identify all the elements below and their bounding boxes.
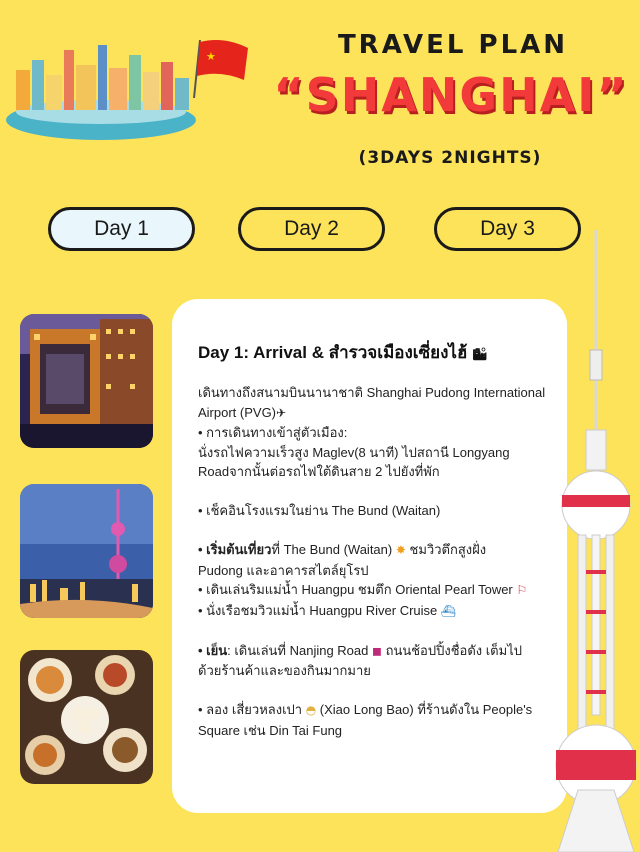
transfer-line-1: นั่งรถไฟความเร็วสูง Maglev(8 นาที) ไปสถานี Longyang bbox=[198, 444, 510, 460]
walk-text: • เดินเล่นริมแม่น้ำ Huangpu ชมตึก Oriental Pearl Tower bbox=[198, 582, 517, 597]
start-item bbox=[198, 540, 554, 561]
china-flag-icon bbox=[190, 40, 252, 98]
dumpling-icon: ◓ bbox=[305, 703, 317, 717]
walk-item bbox=[198, 580, 554, 601]
cityscape-icon: 🏙 bbox=[472, 347, 488, 361]
arrival-line-2 bbox=[198, 403, 554, 424]
evening-label: • เย็น bbox=[198, 642, 228, 658]
itinerary-card bbox=[172, 299, 567, 813]
itinerary-title bbox=[198, 339, 548, 366]
photo-pearl-tower-night bbox=[20, 484, 153, 618]
tower-icon: ⚐ bbox=[516, 583, 528, 597]
pearl-tower-illustration bbox=[548, 230, 640, 852]
cruise-item bbox=[198, 601, 554, 622]
arrival-line-1: เดินทางถึงสนามบินนานาชาติ Shanghai Pudong International bbox=[198, 385, 546, 400]
city-skyline-illustration bbox=[6, 40, 206, 145]
food-text-2: (Xiao Long Bao) ที่ร้านดังใน People's bbox=[316, 702, 533, 717]
travel-plan-label: TRAVEL PLAN bbox=[337, 30, 569, 60]
evening-text: : เดินเล่นที่ Nanjing Road bbox=[227, 642, 372, 658]
photo-shanghai-food bbox=[20, 650, 153, 784]
start-text-2: ชมวิวตึกสูงฝั่ง bbox=[405, 542, 487, 557]
evening-line-2: ด้วยร้านค้าและของกินมากมาย bbox=[198, 663, 371, 678]
evening-text-2: ถนนช้อปปิ้งชื่อดัง เต็มไป bbox=[381, 642, 522, 658]
boat-icon: ⛴ bbox=[440, 603, 457, 618]
transfer-label: • การเดินทางเข้าสู่ตัวเมือง: bbox=[198, 425, 348, 440]
trip-duration: (3DAYS 2NIGHTS) bbox=[358, 148, 542, 168]
tab-day-1[interactable]: Day 1 bbox=[48, 207, 195, 251]
arrival-airport: Airport (PVG) bbox=[198, 404, 277, 420]
food-item bbox=[198, 700, 554, 721]
svg-text:★: ★ bbox=[206, 51, 216, 63]
shopping-bag-icon: ◼ bbox=[372, 643, 382, 658]
start-text: ที่ The Bund (Waitan) bbox=[271, 542, 396, 557]
food-line-2: Square เช่น Din Tai Fung bbox=[198, 722, 343, 738]
food-text: • ลอง เสี่ยวหลงเปา bbox=[198, 702, 306, 717]
transfer-line-2: Roadจากนั้นต่อรถไฟใต้ดินสาย 2 ไปยังที่พัก bbox=[198, 464, 440, 479]
cruise-text: • นั่งเรือชมวิวแม่น้ำ Huangpu River Cruise bbox=[198, 602, 441, 618]
airplane-icon: ✈ bbox=[276, 405, 287, 420]
star-icon: ✸ bbox=[395, 543, 406, 557]
start-label: • เริ่มต้นเที่ยว bbox=[198, 542, 272, 557]
checkin-item: • เช็คอินโรงแรมในย่าน The Bund (Waitan) bbox=[198, 503, 441, 518]
tab-day-2[interactable]: Day 2 bbox=[238, 207, 385, 251]
photo-nanjing-road bbox=[20, 314, 153, 448]
itinerary-title-text: Day 1: Arrival & สำรวจเมืองเซี่ยงไฮ้ bbox=[198, 343, 468, 362]
evening-item bbox=[198, 641, 554, 662]
tab-day-3[interactable]: Day 3 bbox=[434, 207, 581, 251]
itinerary-body bbox=[198, 383, 554, 740]
start-line-2: Pudong และอาคารสไตล์ยุโรป bbox=[198, 562, 369, 578]
page-title: “SHANGHAI” bbox=[273, 68, 629, 122]
